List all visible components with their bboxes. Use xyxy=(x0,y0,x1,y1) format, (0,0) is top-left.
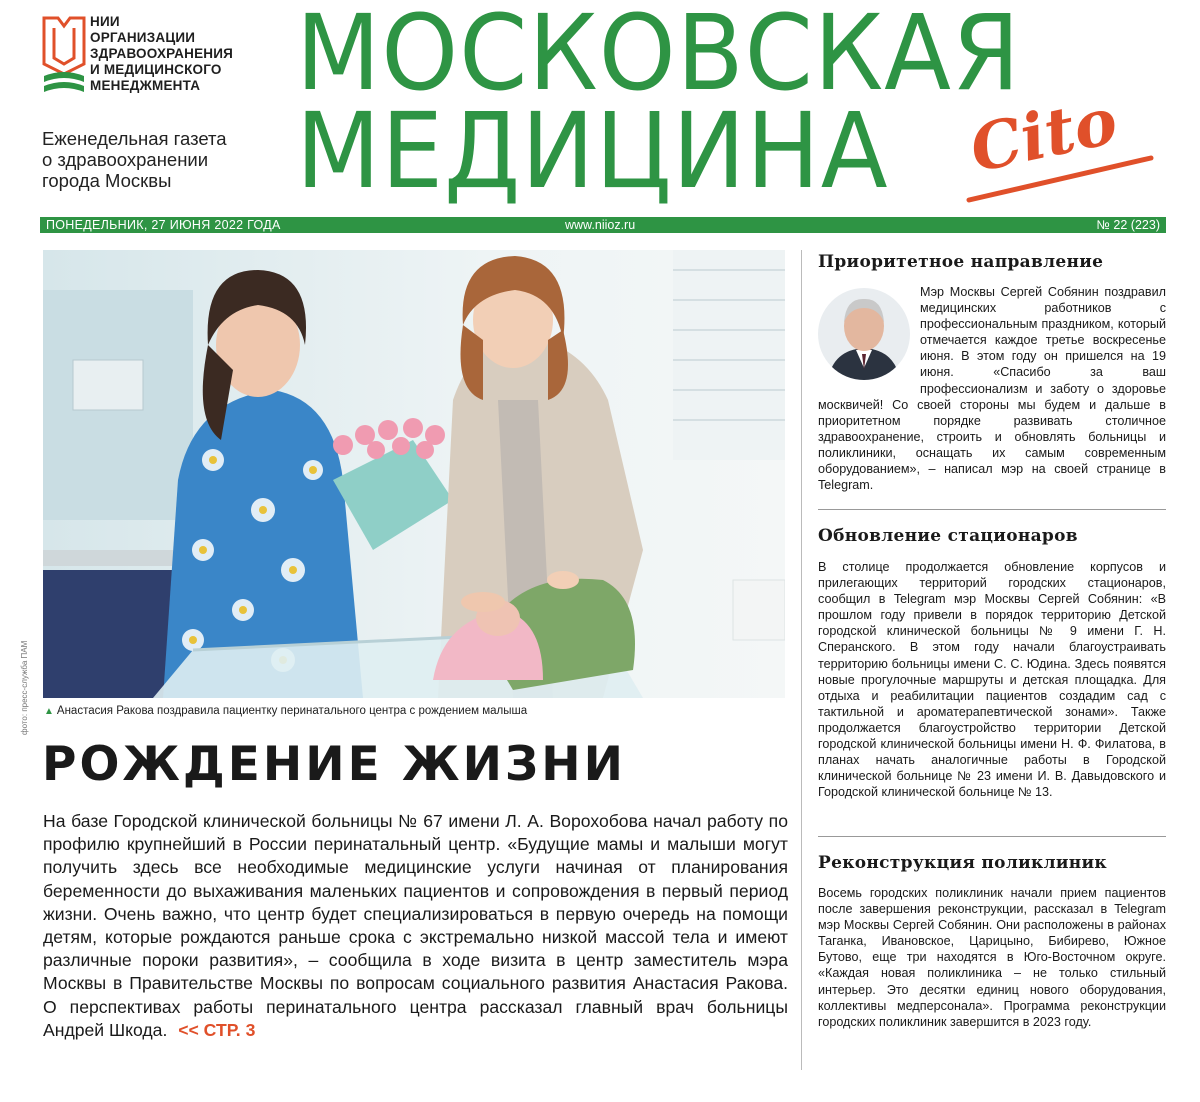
mayor-portrait xyxy=(818,288,910,380)
main-photo xyxy=(43,250,785,698)
issue-date: ПОНЕДЕЛЬНИК, 27 ИЮНЯ 2022 ГОДА xyxy=(46,218,281,232)
sidebar-article-text: В столице продолжается обновление корпусов и прилегающих территорий городских стационаров, сообщил в Telegram мэр Москвы Сергей Собянин: «В прошлом году привели в порядок территорию Детской городской клинической больницы № 9 имени Г. Н. Сперанского. В этом году начали благоустраивать территорию больницы имени С. С. Юдина. Здесь появятся новые прогулочные маршруты и детская площадка. Для отдыха и реабилитации пациентов создадим сад с тактильной и ароматерапевтической зонами». Также продолжается благоустройство территории Детской городской клинической больницы имени Н. Ф. Филатова, в планах начать аналогичные работы в Городской клинической больнице № 23 имени И. В. Давыдовского и Городской клинической больнице № 13. xyxy=(818,560,1166,800)
title-line-1: МОСКОВСКАЯ xyxy=(296,0,1021,114)
sidebar-article-title: Приоритетное направление xyxy=(818,252,1104,272)
sidebar-article-title: Обновление стационаров xyxy=(818,526,1078,546)
main-headline: РОЖДЕНИЕ ЖИЗНИ xyxy=(42,737,626,792)
sidebar-article-text: Восемь городских поликлиник начали прием пациентов после завершения реконструкции, рассказал в Telegram мэр Москвы Сергей Собянин. Они расположены в районах Таганка, Ивановское, Царицыно, Бибирево, Южное Бутово, еще три находятся в Юго-Восточном округе. «Каждая новая поликлиника – не только стильный интерьер. Это десятки единиц нового оборудования, коллективы медперсонала». Программа реконструкции городских поликлиник завершится в 2023 году. xyxy=(818,886,1166,1029)
institute-logo xyxy=(40,14,88,96)
lead-article xyxy=(43,810,788,1042)
institute-name: НИИ ОРГАНИЗАЦИИ ЗДРАВООХРАНЕНИЯ И МЕДИЦИНСКОГО МЕНЕДЖМЕНТА xyxy=(90,14,234,93)
issue-number: № 22 (223) xyxy=(1096,218,1160,232)
sidebar-article-text: Мэр Москвы Сергей Собянин поздравил медицинских работников с профессиональным праздником, который отмечается каждое третье воскресенье июня. В этом году он пришелся на 19 июня. «Спасибо за ваш профессионализм и заботу о здоровье москвичей! Со своей стороны мы будем и дальше в приоритетном порядке развивать столичное здравоохранение, строить и обновлять больницы и поликлиники, оснащать их самым современным оборудованием», – написал мэр на своей странице в Telegram. xyxy=(818,285,1166,493)
caption-triangle-icon: ▲ xyxy=(44,706,54,717)
sidebar-divider xyxy=(818,509,1166,510)
lead-text: На базе Городской клинической больницы № 67 имени Л. А. Ворохобова начал работу по профилю крупнейший в России перинатальный центр. «Будущие мамы и малыши могут получить здесь все необходимые медицинские услуги начиная от планирования беременности до выхаживания маленьких пациентов и сопровождения в первый период жизни. Очень важно, что центр будет специализироваться в первую очередь на помощи детям, которые рождаются раньше срока с экстремально низкой массой тела и имеют различные пороки развития», – сообщила в ходе визита в центр заместитель мэра Москвы в Правительстве Москвы по вопросам социального развития Анастасия Ракова. О перспективах работы перинатального центра рассказал главный врач больницы Андрей Шкода. xyxy=(43,811,788,1040)
sidebar-article-3 xyxy=(818,853,1166,1030)
title-line-2: МЕДИЦИНА xyxy=(296,90,889,212)
caption-text: Анастасия Ракова поздравила пациентку перинатального центра с рождением малыша xyxy=(56,705,528,717)
date-bar xyxy=(40,217,1166,233)
sidebar-article-title: Реконструкция поликлиник xyxy=(818,853,1108,873)
continue-link[interactable]: << СТР. 3 xyxy=(178,1019,256,1040)
newspaper-tagline: Еженедельная газета о здравоохранении города Москвы xyxy=(42,128,227,191)
website-link[interactable]: www.niioz.ru xyxy=(565,218,636,232)
sidebar-article-1 xyxy=(818,252,1166,493)
sidebar-article-2 xyxy=(818,526,1166,800)
cito-logotype: Cito xyxy=(963,83,1124,188)
column-divider xyxy=(801,250,802,1070)
photo-credit: фото: пресс-служба ПАМ xyxy=(20,640,29,735)
photo-caption xyxy=(44,705,784,717)
sidebar-divider xyxy=(818,836,1166,837)
